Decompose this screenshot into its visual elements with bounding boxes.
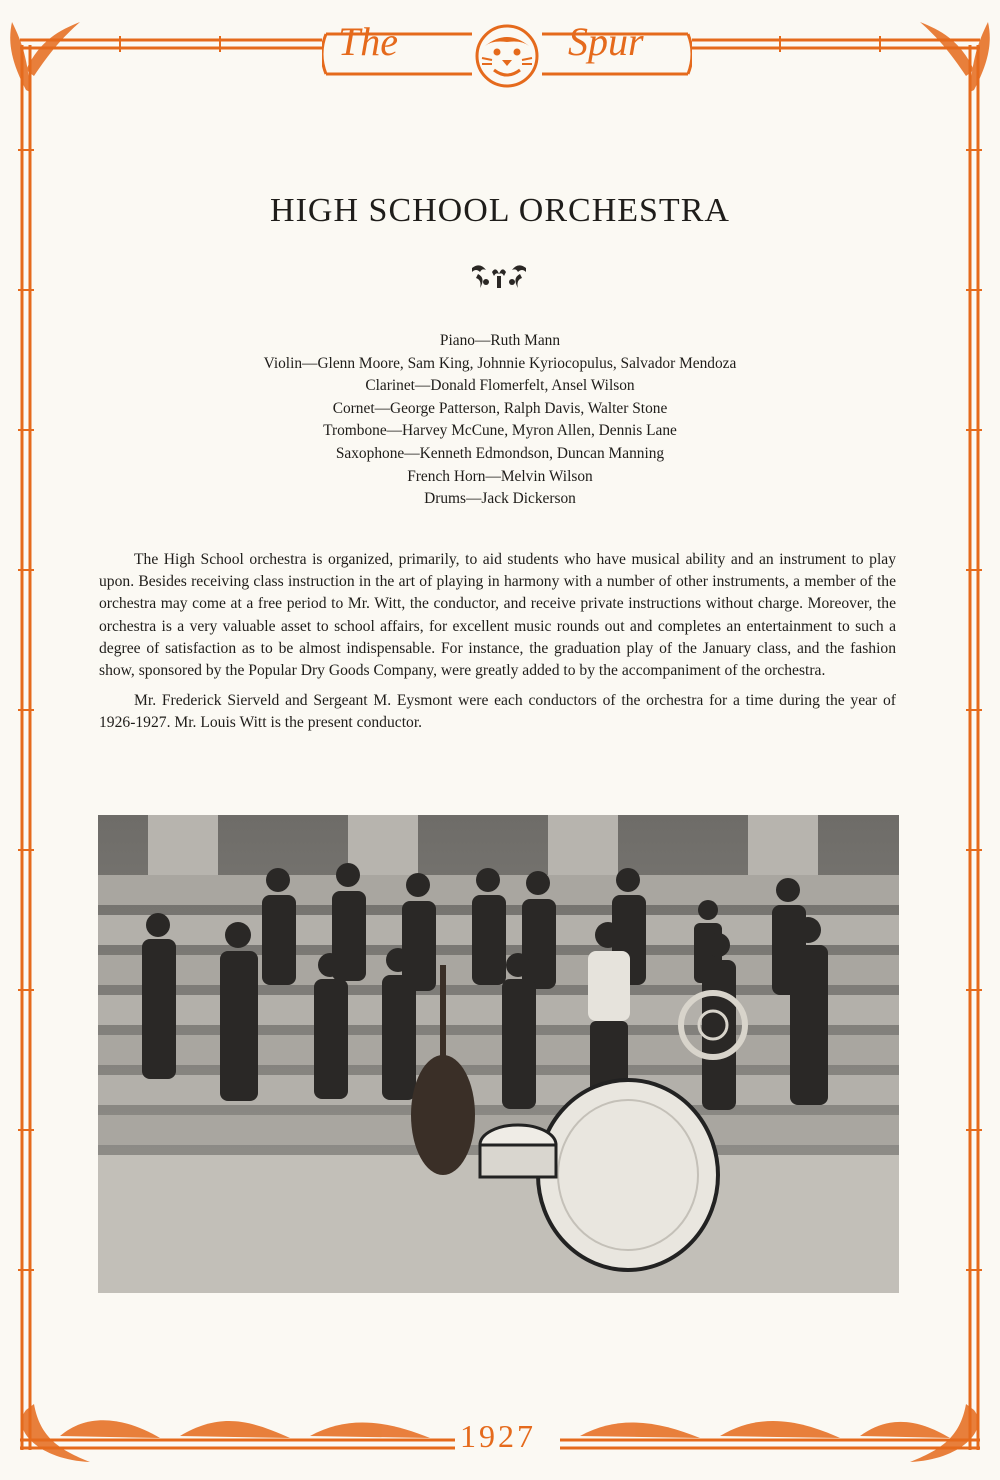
- roster-line-violin: Violin—Glenn Moore, Sam King, Johnnie Kyriocopulus, Salvador Mendoza: [263, 354, 737, 372]
- roster-line-clarinet: Clarinet—Donald Flomerfelt, Ansel Wilson: [365, 377, 635, 395]
- paragraph-purpose: The High School orchestra is organized, primarily, to aid students who have musical ability and an instrument to play upon. Besides receiving class instruction in the art of playing in harmony with a number of other instruments, a member of the orchestra may come at a free period to Mr. Witt, the conductor, and receive private instructions without charge. Moreover, the orchestra is a very valuable asset to school affairs, for excellent music rounds out and completes an entertainment to such a degree of satisfaction as to be almost indispensable. For instance, the graduation play of the January class, and the fashion show, sponsored by the Popular Dry Goods Company, were greatly added to by the accompaniment of the orchestra.: [99, 551, 896, 680]
- fleuron-ornament-icon: [466, 262, 532, 292]
- orchestra-group-photo: [98, 815, 899, 1293]
- roster-line-piano: Piano—Ruth Mann: [439, 332, 561, 349]
- roster-line-trombone: Trombone—Harvey McCune, Myron Allen, Dennis Lane: [323, 422, 677, 440]
- page-title: HIGH SCHOOL ORCHESTRA: [270, 192, 730, 229]
- roster-line-saxophone: Saxophone—Kenneth Edmondson, Duncan Manning: [335, 444, 665, 462]
- footer-year: 1927: [460, 1418, 536, 1454]
- header-title-right: Spur: [568, 19, 644, 64]
- paragraph-conductors: Mr. Frederick Sierveld and Sergeant M. Eysmont were each conductors of the orchestra for a time during the year of 1926-1927. Mr. Louis Witt is the present conductor.: [99, 692, 896, 732]
- roster-line-drums: Drums—Jack Dickerson: [424, 490, 576, 508]
- tiger-head-icon: [477, 26, 537, 86]
- orchestra-roster: [120, 330, 880, 511]
- roster-line-french-horn: French Horn—Melvin Wilson: [407, 467, 593, 485]
- roster-line-cornet: Cornet—George Patterson, Ralph Davis, Walter Stone: [332, 399, 668, 417]
- header-title-left: The: [338, 19, 398, 64]
- article-body: [99, 549, 896, 735]
